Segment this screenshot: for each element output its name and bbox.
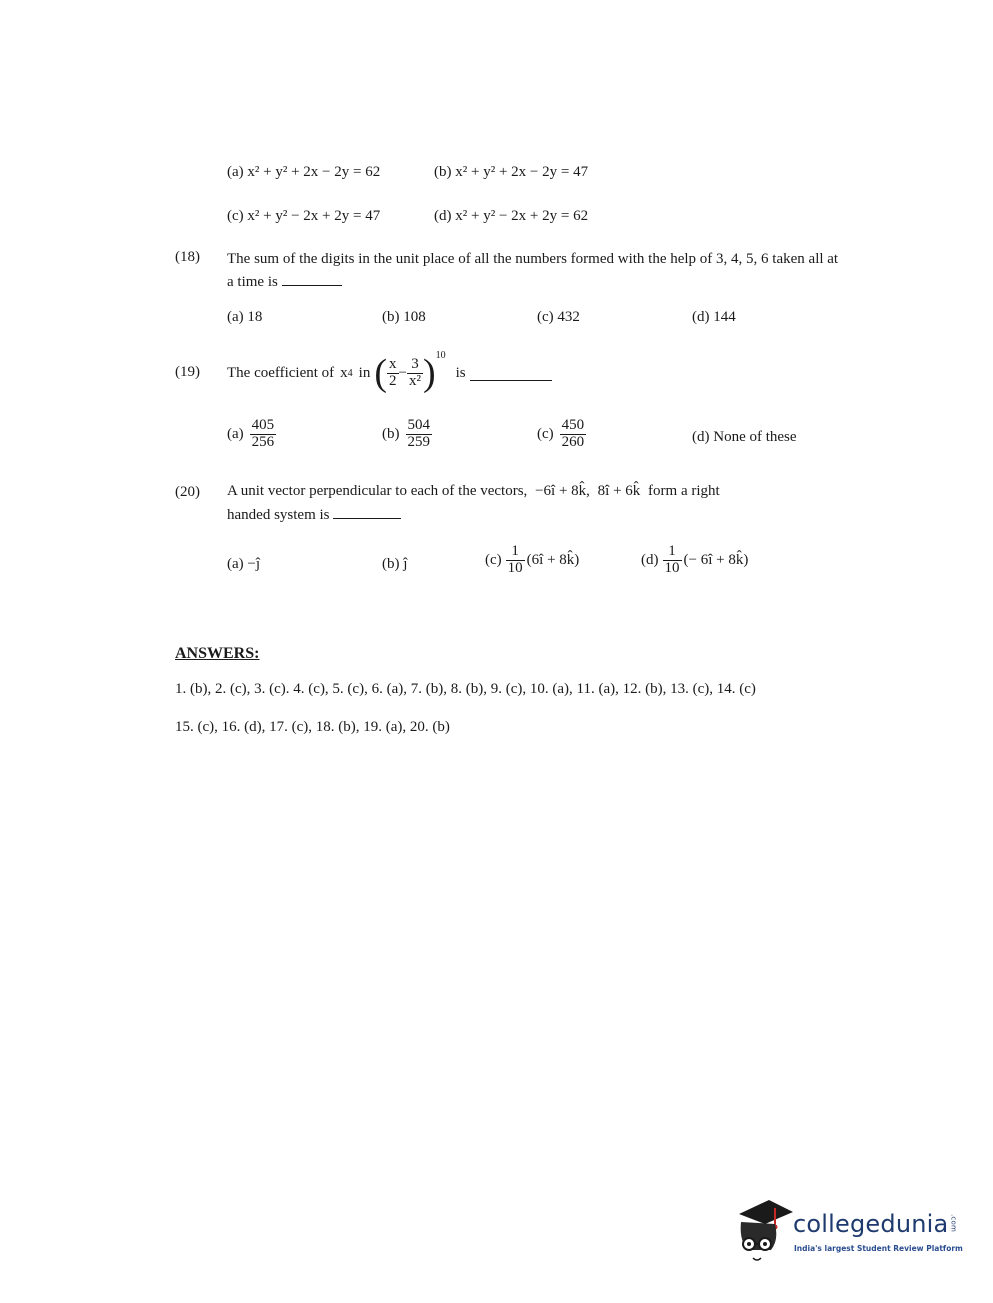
- q19-option-b: [382, 418, 432, 451]
- q19-frac1: [387, 357, 399, 390]
- answers-line-1: 1. (b), 2. (c), 3. (c). 4. (c), 5. (c), 6. (a), 7. (b), 8. (b), 9. (c), 10. (a), 11. (a), 12. (b), 13. (c), 14. (c): [175, 681, 756, 697]
- q19-text-before: The coefficient of: [227, 364, 335, 381]
- q19-frac2-den: x²: [408, 372, 421, 389]
- logo-wordmark: [793, 1210, 957, 1238]
- q19-frac2-num: 3: [407, 357, 423, 374]
- q19-in: in: [358, 364, 371, 381]
- q20-line2: [227, 507, 401, 524]
- q17-option-b: (b) x² + y² + 2x − 2y = 47: [434, 164, 589, 180]
- q20-option-d-frac: [663, 544, 682, 577]
- q19-var: x: [340, 364, 348, 381]
- q18-option-b: (b) 108: [382, 309, 426, 325]
- q19-option-b-den: 259: [407, 433, 430, 450]
- q19-minus: −: [398, 364, 407, 381]
- q20-line1-text: A unit vector perpendicular to each of the vectors,: [227, 483, 528, 499]
- answers-heading: ANSWERS:: [175, 645, 260, 662]
- q19-option-a-num: 405: [251, 417, 275, 433]
- q19-option-c: [537, 418, 586, 451]
- q19-option-a: [227, 418, 276, 451]
- q19-frac1-num: x: [389, 355, 397, 372]
- q19-frac2: [407, 357, 423, 390]
- q18-option-d: (d) 144: [692, 309, 736, 325]
- q20-option-d-vec: (− 6î + 8k̂): [683, 551, 749, 568]
- answer-blank: [282, 284, 342, 286]
- answer-blank: [470, 379, 552, 381]
- right-paren: ): [422, 352, 436, 394]
- q20-vec2: 8î + 6k̂: [597, 483, 641, 499]
- q20-option-d-label: (d): [641, 551, 659, 568]
- q19-option-a-frac: [250, 418, 277, 451]
- q19-option-b-num: 504: [407, 417, 430, 433]
- left-paren: (: [374, 352, 387, 394]
- q19-option-c-frac: [560, 418, 587, 451]
- q20-option-c-num: 1: [506, 544, 525, 561]
- q18-number: (18): [175, 249, 200, 265]
- q20-option-d-den: 10: [664, 559, 680, 576]
- logo-tagline: India's largest Student Review Platform: [794, 1244, 963, 1253]
- q20-option-d-num: 1: [663, 544, 682, 561]
- answer-blank: [333, 517, 401, 519]
- q20-option-c-den: 10: [507, 559, 523, 576]
- q19-option-b-label: (b): [382, 425, 400, 442]
- q20-option-c-frac: [506, 544, 525, 577]
- q20-option-c-vec: (6î + 8k̂): [526, 551, 580, 568]
- q20-option-b: (b) ĵ: [382, 556, 408, 572]
- q19-frac1-den: 2: [389, 372, 397, 389]
- answers-line-2: 15. (c), 16. (d), 17. (c), 18. (b), 19. (a), 20. (b): [175, 719, 450, 735]
- q18-option-c: (c) 432: [537, 309, 580, 325]
- q20-number: (20): [175, 484, 200, 500]
- q19-is: is: [455, 364, 466, 381]
- q19-option-c-num: 450: [561, 417, 585, 433]
- q20-option-a: (a) −ĵ: [227, 556, 261, 572]
- logo-name: collegedunia: [793, 1210, 949, 1238]
- q19-option-a-label: (a): [227, 425, 244, 442]
- q19-option-b-frac: [406, 418, 433, 451]
- q18-text: The sum of the digits in the unit place of all the numbers formed with the help of 3, 4, 5, 6 taken all at a time is: [227, 251, 839, 290]
- q19-number: (19): [175, 364, 200, 380]
- q20-vec1: −6î + 8k̂,: [535, 483, 590, 499]
- collegedunia-logo: [735, 1196, 965, 1268]
- q17-option-d: (d) x² + y² − 2x + 2y = 62: [434, 208, 589, 224]
- q19-exp: 4: [347, 367, 353, 379]
- q19-option-c-label: (c): [537, 425, 554, 442]
- q19-option-a-den: 256: [251, 433, 275, 450]
- mascot-icon: [735, 1196, 795, 1268]
- q17-option-c: (c) x² + y² − 2x + 2y = 47: [227, 208, 381, 224]
- q20-line2-text: handed system is: [227, 507, 330, 523]
- logo-suffix: .com: [949, 1214, 958, 1232]
- q20-option-c: [485, 544, 579, 577]
- q19-option-d: (d) None of these: [692, 429, 797, 445]
- q20-line1: [227, 483, 720, 500]
- q18-question: [227, 248, 847, 294]
- q20-option-d: [641, 544, 748, 577]
- q17-option-a: (a) x² + y² + 2x − 2y = 62: [227, 164, 381, 180]
- q19-question: [227, 348, 552, 398]
- q18-option-a: (a) 18: [227, 309, 263, 325]
- q20-line1-end: form a right: [648, 483, 720, 499]
- q19-power: 10: [435, 350, 446, 361]
- q20-option-c-label: (c): [485, 551, 502, 568]
- q19-option-c-den: 260: [561, 433, 585, 450]
